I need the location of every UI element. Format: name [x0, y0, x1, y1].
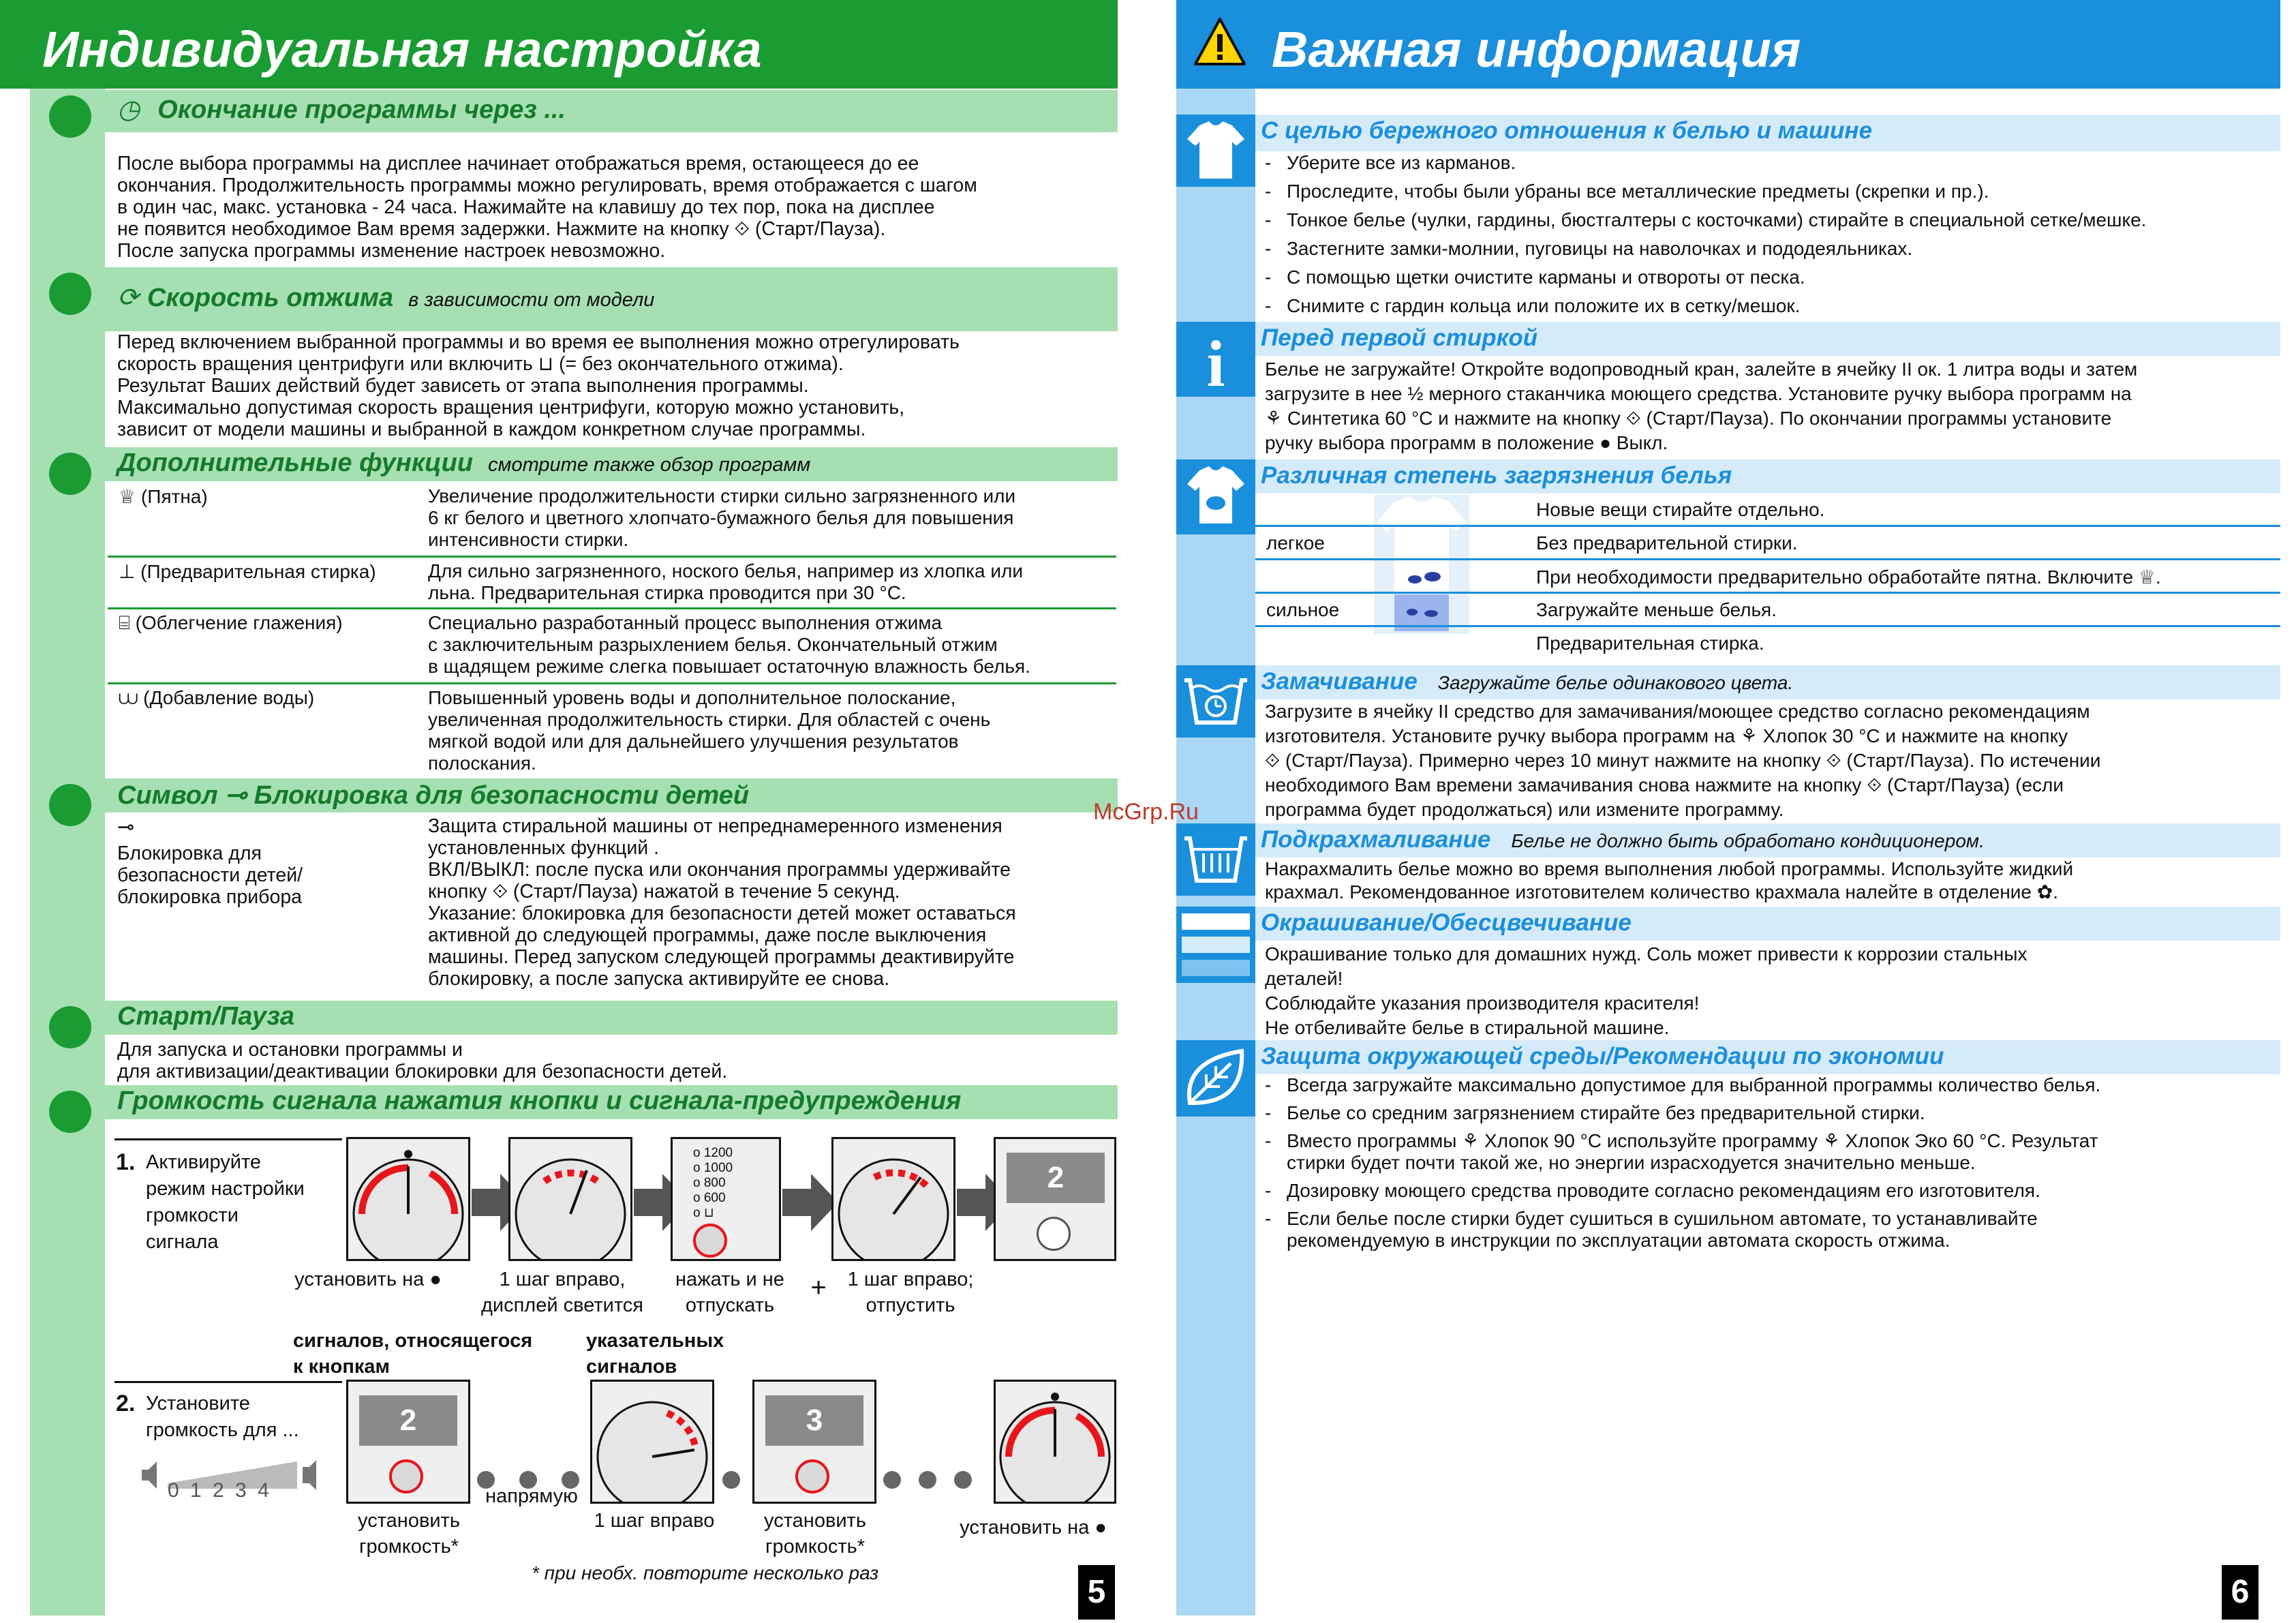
dial-icon [996, 1382, 1114, 1502]
section-eco-title: Защита окружающей среды/Рекомендации по экономии [1261, 1043, 1944, 1070]
dial-panel [508, 1137, 632, 1261]
display-panel [346, 1380, 470, 1504]
step-2-number: 2. [116, 1391, 136, 1416]
soil-row [1255, 627, 2280, 661]
starch-icon [1176, 823, 1255, 896]
speed-option: o 1000 [693, 1161, 733, 1175]
child-lock-text: Защита стиральной машины от непреднамеренного изменения установленных функций . ВКЛ/ВЫКЛ: после пуска или окончания программы удерживайте кнопку ⟐ (Старт/Пауза) нажатой в течение 5 секунд. Указание: блокировка для безопасности детей может оставаться активной до следующей программы, даже после выключения машины. Перед запуском следующей программы деактивируйте блокировку, а после запуска активируйте ее снова. [428, 815, 1016, 990]
step-1-number: 1. [116, 1149, 136, 1175]
caption-warning-signals: указательных сигналов [586, 1330, 724, 1378]
function-row [108, 609, 1116, 684]
section-starch-title: Подкрахмаливание [1261, 826, 1491, 853]
page-number: 6 [2222, 1565, 2259, 1620]
watermark: McGrp.Ru [1093, 799, 1199, 825]
soil-row [1255, 494, 2280, 527]
section-care-title: С целью бережного отношения к белью и машине [1261, 117, 1873, 144]
display-screen: 2 [359, 1395, 457, 1446]
button-icon [389, 1459, 423, 1493]
dotted-arrow-icon [883, 1471, 972, 1489]
function-name: ⩊ (Добавление воды) [119, 687, 315, 708]
soil-row [1255, 527, 2280, 560]
step-1-text: Активируйте режим настройки громкости сигнала [146, 1151, 305, 1253]
list-item: - Снимите с гардин кольца или положите их в сетку/мешок. [1265, 292, 2274, 320]
dial-icon [592, 1382, 712, 1502]
dotted-arrow-icon [722, 1471, 750, 1489]
list-item: - Дозировку моющего средства проводите согласно рекомендациям его изготовителя. [1265, 1180, 2274, 1202]
step-caption: 1 шаг вправо; отпустить [847, 1269, 974, 1316]
volume-scale-labels: 0 1 2 3 4 [168, 1479, 272, 1502]
section-spin-title: Скорость отжима [147, 284, 394, 312]
list-item: - Всегда загружайте максимально допустимое для выбранной программы количество белья. [1265, 1074, 2274, 1096]
section-end-time-text: После выбора программы на дисплее начинает отображаться время, остающееся до ее окончания. Продолжительность программы можно регулировать, время отображается с шагом в один час, макс. установка - 24 часа. Нажимайте на клавишу до тех пор, пока на дисплее не появится необходимое Вам время задержки. Нажмите на кнопку ⟐ (Старт/Пауза). После запуска программы изменение настроек невозможно. [117, 153, 977, 262]
display-screen: 3 [765, 1395, 863, 1446]
function-row [108, 483, 1116, 558]
list-item: - Белье со средним загрязнением стирайте без предварительной стирки. [1265, 1102, 2274, 1124]
page-number: 5 [1078, 1565, 1115, 1620]
arrow-icon [782, 1189, 812, 1216]
care-list [1265, 149, 2274, 320]
function-name: ⊥ (Предварительная стирка) [119, 561, 376, 582]
first-wash-text: Белье не загружайте! Откройте водопроводный кран, залейте в ячейку II ок. 1 литра воды и затем загрузите в нее ½ мерного стаканчика моющего средства. Установите ручку выбора программ на ⚘ Синтетика 60 °C и нажмите на кнопку ⟐ (Старт/Пауза). По окончании программы установите ручку выбора программ в положение ● Выкл. [1265, 359, 2138, 453]
function-description: Специально разработанный процесс выполнения отжима с заключительным разрыхлением белья. Окончательный отжим в щадящем режиме слегка повышает остаточную влажность белья. [428, 612, 1030, 677]
function-description: Для сильно загрязненного, ноского белья, например из хлопка или льна. Предварительная стирка проводится при 30 °C. [428, 560, 1023, 603]
arrow-icon [957, 1189, 987, 1216]
soil-level: легкое [1266, 532, 1325, 553]
section-bullet [49, 95, 91, 138]
speed-option: o 600 [693, 1191, 726, 1205]
left-page-title: Индивидуальная настройка [42, 21, 762, 78]
starch-text: Накрахмалить белье можно во время выполнения любой программы. Используйте жидкий крахмал. Рекомендованное изготовителем количество крахмала налейте в отделение ✿. [1265, 858, 2074, 902]
soil-advice: Новые вещи стирайте отдельно. [1536, 499, 1825, 520]
step-caption: установить громкость* [358, 1510, 460, 1558]
section-soak-title: Замачивание [1261, 668, 1418, 695]
speed-panel [671, 1137, 781, 1261]
list-item: - Проследите, чтобы были убраны все металлические предметы (скрепки и пр.). [1265, 177, 2274, 206]
dial-panel [590, 1380, 714, 1504]
list-item: - Тонкое белье (чулки, гардины, бюстгалтеры с косточками) стирайте в специальной сетке/мешке. [1265, 206, 2274, 234]
section-soil-title: Различная степень загрязнения белья [1261, 462, 1732, 489]
section-bullet [49, 273, 91, 315]
info-icon: i [1176, 322, 1255, 397]
section-bullet [49, 784, 91, 826]
step-2-text: Установите громкость для ... [146, 1393, 299, 1441]
section-first-wash-title: Перед первой стиркой [1261, 324, 1538, 351]
tshirt-icon [1176, 115, 1255, 187]
caption-key-signals: сигналов, относящегося к кнопкам [293, 1330, 533, 1378]
section-end-time-header [105, 90, 1118, 132]
soak-text: Загрузите в ячейку II средство для замачивания/моющее средство согласно рекомендациям изготовителя. Установите ручку выбора программ на ⚘ Хлопок 30 °C и нажмите на кнопку ⟐ (Старт/Пауза). Примерно через 10 минут нажмите на кнопку ⟐ (Старт/Пауза). По истечении необходимого Вам времени замачивания снова нажмите на кнопку ⟐ (Старт/Пауза) (если программа будет продолжаться) или измените программу. [1265, 701, 2101, 820]
section-start-pause-text: Для запуска и остановки программы и для активизации/деактивации блокировки для безопасности детей. [117, 1039, 728, 1082]
section-starch-header [1255, 823, 2280, 858]
section-child-lock-title: Символ ⊸ Блокировка для безопасности детей [117, 781, 749, 810]
speed-option: o 1200 [693, 1146, 733, 1160]
clock-icon: ◷ [117, 95, 140, 124]
stained-shirt-icon [1176, 459, 1255, 534]
right-page-title: Важная информация [1272, 21, 1801, 78]
child-lock-side-text: Блокировка для безопасности детей/ блокировка прибора [117, 843, 303, 908]
section-dye-header [1255, 907, 2280, 941]
soil-advice: Без предварительной стирки. [1536, 532, 1798, 553]
list-item: - С помощью щетки очистите карманы и отвороты от песка. [1265, 263, 2274, 292]
display-panel [994, 1137, 1116, 1261]
section-volume-header [105, 1085, 1118, 1119]
eco-list [1265, 1074, 2274, 1258]
left-page [0, 0, 1131, 1623]
list-item: - Если белье после стирки будет сушиться в сушильном автомате, то устанавливайте рекомендуемую в инструкции по эксплуатации автомата скорость отжима. [1265, 1208, 2274, 1252]
soil-advice: Загружайте меньше белья. [1536, 599, 1777, 620]
section-soak-header [1255, 665, 2280, 699]
section-bullet [49, 453, 91, 495]
step-caption: установить на ● [960, 1517, 1107, 1538]
soil-advice: При необходимости предварительно обработайте пятна. Включите ♕. [1536, 566, 2161, 588]
footnote: * при необх. повторите несколько раз [532, 1562, 879, 1583]
right-page [1176, 0, 2296, 1623]
section-spin-text: Перед включением выбранной программы и во время ее выполнения можно отрегулировать скорость вращения центрифуги или включить ⊔ (= без окончательного отжима). Результат Ваших действий будет зависеть от этапа выполнения программы. Максимально допустимая скорость вращения центрифуги, которую можно установить, зависит от модели машины и выбранной в каждом конкретном случае программы. [117, 331, 960, 440]
child-lock-symbol: ⊸ [117, 816, 135, 838]
dial-panel [831, 1137, 955, 1261]
speed-option: o ⊔ [693, 1206, 714, 1220]
step-caption: установить на ● [294, 1269, 442, 1290]
section-spin-note: в зависимости от модели [408, 289, 655, 311]
section-extra-functions-header [105, 447, 1118, 481]
dial-icon [833, 1139, 953, 1259]
function-row [108, 558, 1116, 609]
arrow-icon [472, 1189, 502, 1216]
soil-level: сильное [1266, 599, 1340, 620]
function-description: Повышенный уровень воды и дополнительное полоскание, увеличенная продолжительность стирки. Для областей с очень мягкой водой или для дальнейшего улучшения результатов полоскания. [428, 687, 991, 774]
section-child-lock-header [105, 778, 1118, 813]
step-caption: нажать и не отпускать [675, 1269, 784, 1316]
soil-advice: Предварительная стирка. [1536, 633, 1764, 654]
soak-icon [1176, 665, 1255, 738]
step-caption: 1 шаг вправо [594, 1510, 715, 1532]
display-screen: 2 [1007, 1153, 1105, 1203]
function-description: Увеличение продолжительности стирки сильно загрязненного или 6 кг белого и цветного хлопчато-бумажного белья для повышения интенсивности стирки. [428, 485, 1016, 550]
step-caption: 1 шаг вправо, дисплей светится [480, 1269, 644, 1316]
function-name: ♕ (Пятна) [119, 486, 208, 507]
button-icon [693, 1224, 727, 1258]
section-start-pause-title: Старт/Пауза [117, 1002, 295, 1031]
section-start-pause-header [105, 1001, 1118, 1035]
section-spin-header [105, 267, 1118, 331]
step-caption: установить громкость* [764, 1510, 866, 1558]
section-end-time-title: Окончание программы через ... [157, 95, 566, 124]
section-eco-header [1255, 1040, 2280, 1074]
display-panel [752, 1380, 876, 1504]
leaf-icon [1176, 1040, 1255, 1117]
step-caption: напрямую [485, 1485, 578, 1507]
section-first-wash-header [1255, 322, 2280, 356]
section-bullet [49, 1006, 91, 1048]
button-icon [795, 1459, 829, 1493]
section-soil-header [1255, 459, 2280, 494]
function-row [108, 684, 1116, 777]
dye-text: Окрашивание только для домашних нужд. Соль может привести к коррозии стальных деталей! Соблюдайте указания производителя красителя! Не отбеливайте белье в стиральной машине. [1265, 943, 2027, 1038]
right-header [1176, 0, 2280, 89]
dial-panel [994, 1380, 1116, 1504]
section-care-header [1255, 115, 2280, 151]
section-extra-functions-title: Дополнительные функции [117, 449, 474, 477]
section-dye-title: Окрашивание/Обесцвечивание [1261, 909, 1632, 936]
dial-icon [510, 1139, 630, 1259]
dial-panel [346, 1137, 470, 1261]
button-icon [1037, 1217, 1071, 1251]
left-side-strip [30, 89, 105, 1616]
dial-icon [348, 1139, 468, 1259]
section-bullet [49, 1091, 91, 1133]
list-item: - Вместо программы ⚘ Хлопок 90 °C используйте программу ⚘ Хлопок Эко 60 °C. Результат стирки будет почти такой же, но энергии израсходуется значительно меньше. [1265, 1130, 2274, 1174]
soil-row [1255, 594, 2280, 627]
step-caption-plus: + [810, 1273, 827, 1303]
list-item: - Застегните замки-молнии, пуговицы на наволочках и пододеяльниках. [1265, 234, 2274, 263]
function-name: ⌸ (Облегчение глажения) [119, 612, 343, 633]
section-soak-note: Загружайте белье одинакового цвета. [1437, 672, 1794, 693]
left-header [0, 0, 1118, 89]
speed-option: o 800 [693, 1176, 726, 1190]
soil-row [1255, 560, 2280, 594]
spin-icon: ⟳ [117, 284, 139, 312]
list-item: - Уберите все из карманов. [1265, 149, 2274, 177]
section-volume-title: Громкость сигнала нажатия кнопки и сигнала-предупреждения [117, 1087, 962, 1115]
section-starch-note: Белье не должно быть обработано кондиционером. [1511, 830, 1985, 851]
section-extra-functions-note: смотрите также обзор программ [488, 454, 811, 476]
dye-icon [1176, 907, 1255, 983]
warning-icon [1193, 16, 1247, 68]
arrow-icon [634, 1189, 664, 1216]
